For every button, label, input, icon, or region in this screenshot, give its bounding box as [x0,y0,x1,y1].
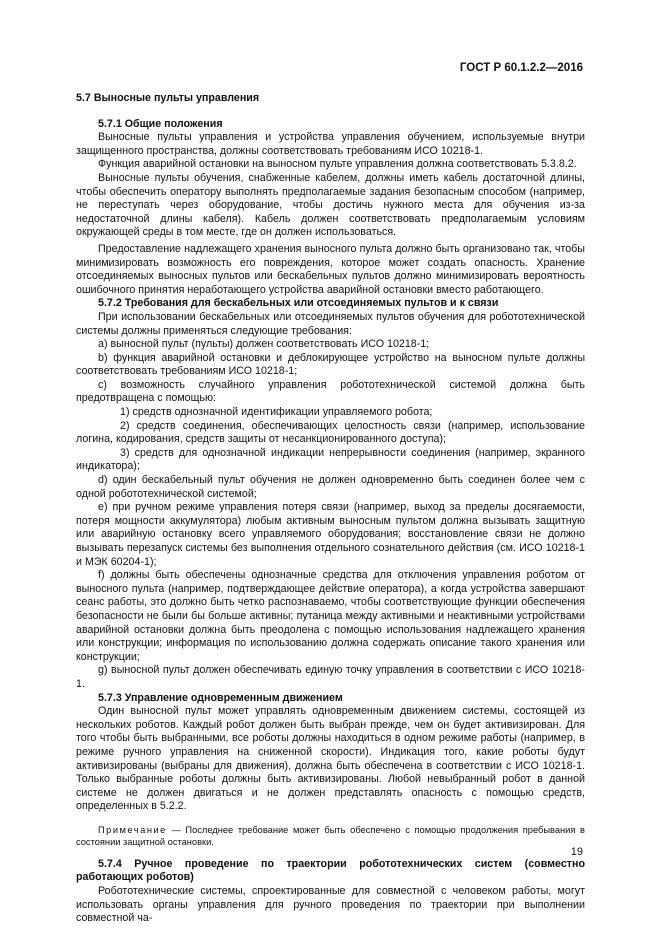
note-label: Примечание [98,824,167,835]
list-item: g) выносной пульт должен обеспечивать единую точку управления в соответствии с ИСО 10218-1. [76,664,585,690]
section-5-7-4-title: 5.7.4 Ручное проведение по траектории робототехнических систем (совместно работающих роботов) [76,857,585,884]
list-item: b) функция аварийной остановки и деблокирующее устройство на выносном пульте должны соответствовать требованиям ИСО 10218-1; [76,351,585,378]
note-text: — Последнее требование может быть обеспечено с помощью продолжения пребывания в состоянии защитной остановки. [76,824,585,847]
paragraph: Робототехнические системы, спроектированные для совместной с человеком работы, могут использовать органы управления для ручного проведения по траектории при выполнении совместной ча- [76,885,585,925]
paragraph: Выносные пульты обучения, снабженные кабелем, должны иметь кабель достаточной длины, чтобы обеспечить оператору выполнять предполагаемые задания безопасным способом (например, не переступать через оборудование, чтобы достичь нужного места для обучения из-за недостаточной длины кабеля). Кабель должен соответствовать предполагаемым условиям окружающей среды в том месте, где он должен использоваться. [76,171,585,239]
list-item: с) возможность случайного управления робототехнической системой должна быть предотвращена с помощью: [76,378,585,405]
list-item: 2) средств соединения, обеспечивающих целостность связи (например, использование логина, кодирования, средств защиты от несанкционированного доступа); [76,419,585,446]
list-item: d) один бескабельный пульт обучения не должен одновременно быть соединен более чем с одной робототехнической системой; [76,474,585,500]
paragraph: При использовании бескабельных или отсоединяемых пультов обучения для робототехнической системы должны применяться следующие требования: [76,310,585,337]
note [76,824,585,848]
section-5-7-title: 5.7 Выносные пульты управления [76,92,260,104]
paragraph: Выносные пульты управления и устройства управления обучением, используемые внутри защищенного пространства, должны соответствовать требованиям ИСО 10218-1. [76,131,585,157]
section-5-7-1-title: 5.7.1 Общие положения [98,117,223,130]
section-5-7-2-title: 5.7.2 Требования для бескабельных или отсоединяемых пультов и к связи [98,297,499,310]
list-item: 3) средств для однозначной индикации непрерывности соединения (например, экранного индикатора); [76,446,585,473]
paragraph: Функция аварийной остановки на выносном пульте управления должна соответствовать 5.3.8.2. [98,158,577,171]
paragraph: Предоставление надлежащего хранения выносного пульта должно быть организовано так, чтобы минимизировать возможность его повреждения, которое может создать опасность. Хранение отсоединяемых выносных пультов или бескабельных пультов должно минимизировать вероятность ошибочного принятия неработающего устройства аварийной остановки вместо работающего. [76,242,585,296]
page-number: 19 [570,846,583,858]
document-header: ГОСТ Р 60.1.2.2—2016 [459,62,583,74]
list-item: f) должны быть обеспечены однозначные средства для отключения управления роботом от выносного пульта (например, подтверждающее действие оператора), а когда устройства завершают сеанс работы, это должно быть четко распознаваемо, чтобы соответствующие функции обеспечения безопасности не были бы больше активны; путаница между активными и неактивными устройствами аварийной остановки должна быть преодолена с помощью использования надлежащего хранения или конструкции; информация по использованию должна содержать описание такого хранения или конструкции; [76,569,585,663]
list-item: 1) средств однозначной идентификации управляемого робота; [120,406,433,419]
list-item: а) выносной пульт (пульты) должен соответствовать ИСО 10218-1; [98,338,430,351]
section-5-7-3-title: 5.7.3 Управление одновременным движением [98,691,343,704]
document-body [76,92,585,926]
list-item: е) при ручном режиме управления потеря связи (например, выход за пределы досягаемости, потеря мощности аккумулятора) любым активным выносным пультом должна вызывать защитную или аварийную остановку всего управляемого оборудования; восстановление связи не должно вызывать перезапуск системы без выполнения отдельного сознательного действия (см. ИСО 10218-1 и МЭК 60204-1); [76,501,585,568]
paragraph: Один выносной пульт может управлять одновременным движением системы, состоящей из нескольких роботов. Каждый робот должен быть выбран прежде, чем он будет активизирован. Для того чтобы быть выбранными, все роботы должны находиться в одном режиме работы (например, в режиме ручного управления на сниженной скорости). Индикация того, какие роботы будут активизированы (выбраны для движения), должна быть обеспечена в соответствии с ИСО 10218-1. Только выбранные роботы должны быть активизированы. Любой невыбранный робот в данной системе не должен двигаться и не должен представлять опасность с помощью средств, определенных в 5.2.2. [76,705,585,813]
